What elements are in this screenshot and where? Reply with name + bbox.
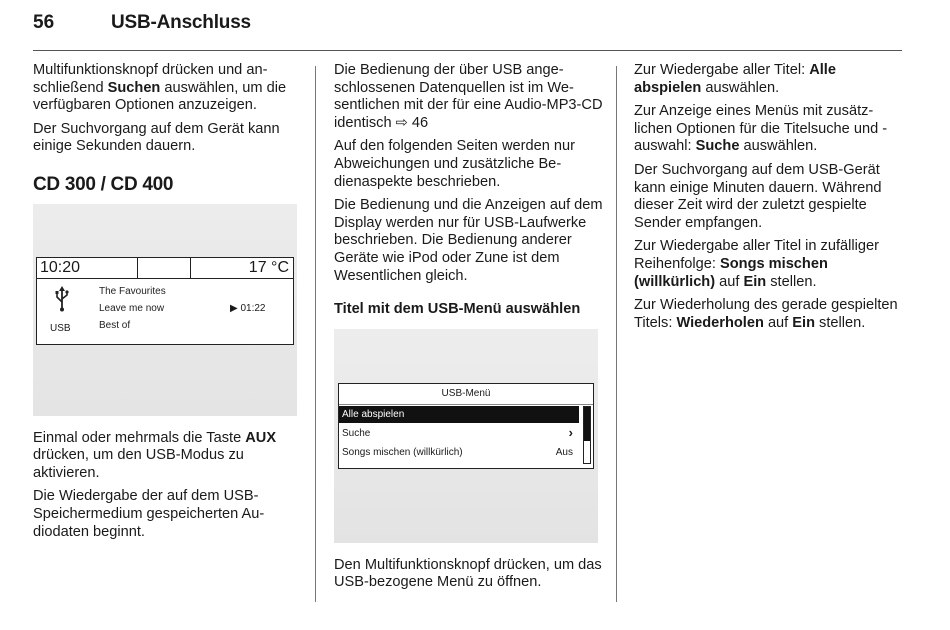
track-item: Best of: [99, 319, 131, 331]
menu-item-suche: Suche ›: [342, 424, 573, 440]
keyword-aux: AUX: [245, 429, 277, 446]
track-item: The Favourites: [99, 285, 166, 297]
paragraph: Einmal oder mehrmals die Taste AUX drücken, um den USB-Modus zu aktivieren.: [33, 429, 277, 481]
paragraph: Zur Wiedergabe aller Titel: Alle abspielen auswählen.: [634, 62, 836, 96]
scrollbar: [583, 406, 591, 464]
paragraph: Die Bedienung und die Anzeigen auf dem Display werden nur für USB-Laufwerke beschrieben. Die Bedienung anderer Geräte wie iPod oder Zune ist dem Wesentlichen gleich.: [334, 197, 603, 284]
column-3: [634, 62, 906, 338]
clock: 10:20: [40, 258, 81, 276]
menu-item-value: Aus: [555, 446, 573, 458]
column-divider: [315, 66, 316, 602]
paragraph: Zur Anzeige eines Menüs mit zusätzlichen Optionen für die Titelsuche und -auswahl: Suche auswählen.: [634, 103, 888, 155]
usb-menu-display: [338, 383, 594, 469]
paragraph: Den Multifunktionsknopf drücken, um das USB-bezogene Menü zu öffnen.: [334, 556, 602, 591]
usb-icon: [55, 286, 69, 318]
column-divider: [616, 66, 617, 602]
source-label: USB: [50, 322, 71, 334]
display-illustration-playback: [33, 204, 297, 416]
paragraph: Zur Wiederholung des gerade gespielten Titels: Wiederholen auf Ein stellen.: [634, 297, 898, 331]
track-item: Leave me now: [99, 302, 165, 314]
subsection-heading: Titel mit dem USB-Menü auswählen: [334, 301, 581, 318]
chevron-right-icon: ›: [568, 424, 573, 440]
page-number: 56: [33, 12, 55, 33]
radio-display: [36, 257, 294, 345]
paragraph: Zur Wiedergabe aller Titel in zufälliger Reihenfolge: Songs mischen (willkürlich) auf Ein stellen.: [634, 238, 879, 290]
paragraph: Der Suchvorgang auf dem USB-Gerät kann einige Minuten dauern. Während dieser Zeit wird der zuletzt gespielte Sender empfangen.: [634, 161, 882, 231]
display-status-bar: [37, 258, 293, 279]
subsection-heading: CD 300 / CD 400: [33, 173, 174, 195]
section-title: USB-Anschluss: [111, 12, 251, 33]
paragraph: Auf den folgenden Seiten werden nur Abweichungen und zusätzliche Bedienaspekte beschrieben.: [334, 138, 575, 190]
paragraph: Multifunktionsknopf drücken und anschließend Suchen auswählen, um die verfügbaren Optionen anzuzeigen.: [33, 62, 287, 114]
paragraph: Die Wiedergabe der auf dem USB-Speichermedium gespeicherten Audiodaten beginnt.: [33, 488, 265, 540]
temperature: 17 °C: [248, 258, 289, 276]
header-divider: [33, 50, 902, 51]
display-illustration-usb-menu: [334, 329, 598, 543]
paragraph: Die Bedienung der über USB angeschlossenen Datenquellen ist im Wesentlichen mit der für eine Audio-MP3-CD identisch ⇨ 46: [334, 62, 603, 131]
play-time: ▶ 01:22: [230, 302, 266, 314]
paragraph: Der Suchvorgang auf dem Gerät kann einige Sekunden dauern.: [33, 120, 280, 155]
menu-title: USB-Menü: [339, 384, 593, 405]
page-header: [33, 8, 251, 38]
menu-item-alle-abspielen: Alle abspielen: [339, 406, 579, 423]
column-1: [33, 62, 301, 547]
column-2: [334, 62, 604, 598]
keyword-suchen: Suchen: [107, 79, 161, 96]
scrollbar-thumb: [584, 407, 590, 441]
menu-item-songs-mischen: Songs mischen (willkürlich) Aus: [339, 444, 579, 461]
